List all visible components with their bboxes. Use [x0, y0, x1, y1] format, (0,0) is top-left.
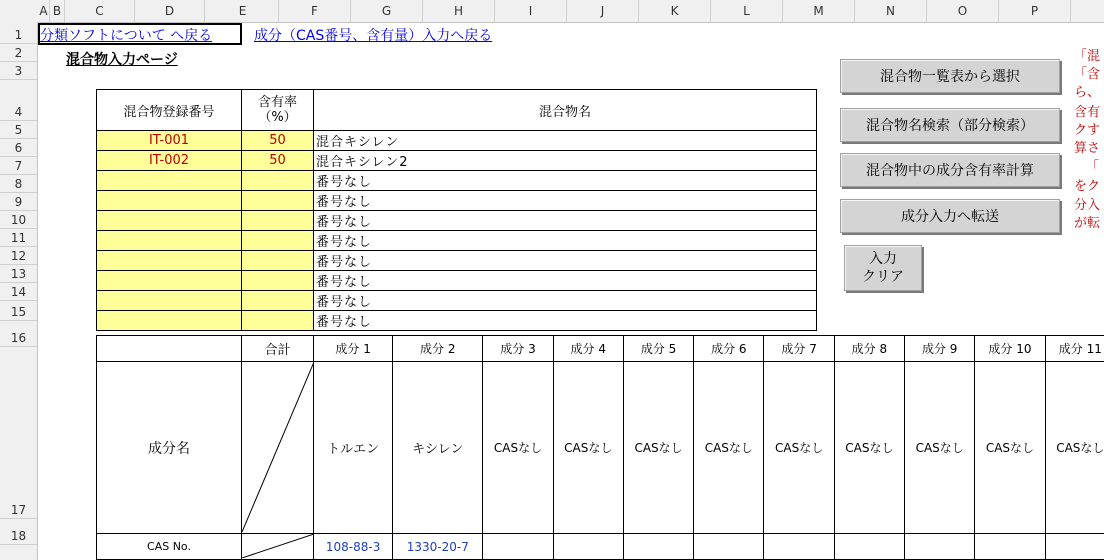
component-name-cell[interactable]: CASなし [483, 362, 553, 534]
component-name-cell[interactable]: CASなし [623, 362, 693, 534]
row-header-7[interactable]: 7 [0, 157, 37, 175]
column-header-f[interactable]: F [279, 0, 351, 22]
column-header-a[interactable]: A [38, 0, 50, 22]
row-header-9[interactable]: 9 [0, 193, 37, 211]
component-name-label: 成分名 [97, 362, 242, 534]
mixture-reg-no-cell[interactable] [97, 171, 242, 191]
instruction-note-line: ら、 [1074, 85, 1101, 100]
mixture-reg-no-cell[interactable]: IT-002 [97, 151, 242, 171]
component-name-cell[interactable]: CASなし [975, 362, 1045, 534]
content-rate-cell[interactable] [242, 171, 314, 191]
mixture-reg-no-cell[interactable] [97, 231, 242, 251]
component-header-blank [97, 336, 242, 362]
cas-no-cell[interactable] [905, 534, 975, 560]
select-from-list-button[interactable]: 混合物一覧表から選択 [840, 59, 1060, 93]
mixture-name-cell: 番号なし [314, 191, 817, 211]
mixture-name-cell: 番号なし [314, 251, 817, 271]
row-header-5[interactable]: 5 [0, 121, 37, 139]
calc-content-rate-button[interactable]: 混合物中の成分含有率計算 [840, 153, 1060, 187]
component-name-cell[interactable]: CASなし [905, 362, 975, 534]
mixture-reg-no-header: 混合物登録番号 [97, 90, 242, 131]
component-header: 成分 5 [623, 336, 693, 362]
content-rate-cell[interactable] [242, 251, 314, 271]
content-rate-cell[interactable] [242, 271, 314, 291]
cas-no-cell[interactable] [764, 534, 834, 560]
cas-no-cell[interactable] [553, 534, 623, 560]
instruction-note-line: 「含 [1074, 67, 1101, 82]
diagonal-line [242, 534, 314, 558]
mixture-name-cell: 番号なし [314, 171, 817, 191]
mixture-reg-no-cell[interactable] [97, 311, 242, 331]
worksheet-grid [38, 22, 1104, 560]
content-rate-cell[interactable]: 50 [242, 151, 314, 171]
column-header-b[interactable]: B [50, 0, 65, 22]
mixture-reg-no-cell[interactable] [97, 211, 242, 231]
mixture-name-cell: 番号なし [314, 271, 817, 291]
transfer-to-component-input-button[interactable]: 成分入力へ転送 [840, 199, 1060, 233]
component-table [96, 335, 1104, 560]
component-name-cell[interactable]: CASなし [764, 362, 834, 534]
column-header-c[interactable]: C [65, 0, 135, 22]
cas-no-cell[interactable] [623, 534, 693, 560]
component-header: 成分 11 [1045, 336, 1104, 362]
cas-no-cell[interactable] [834, 534, 904, 560]
column-header-g[interactable]: G [351, 0, 423, 22]
component-header: 成分 2 [393, 336, 483, 362]
page-title: 混合物入力ページ [66, 52, 178, 68]
cas-no-cell[interactable]: 1330-20-7 [393, 534, 483, 560]
component-name-cell[interactable]: CASなし [1045, 362, 1104, 534]
column-header-bar [0, 0, 1104, 23]
row-header-18[interactable]: 18 [0, 519, 37, 545]
back-to-component-input-link[interactable]: 成分（CAS番号、含有量）入力へ戻る [254, 28, 493, 44]
mixture-reg-no-cell[interactable] [97, 251, 242, 271]
mixture-name-cell: 混合キシレン2 [314, 151, 817, 171]
search-mixture-name-button[interactable]: 混合物名検索（部分検索） [840, 108, 1060, 142]
mixture-name-cell: 番号なし [314, 311, 817, 331]
mixture-name-header: 混合物名 [314, 90, 817, 131]
component-header: 成分 1 [314, 336, 393, 362]
cas-diagonal-cell [242, 534, 314, 560]
row-header-bar [0, 22, 38, 560]
column-header-k[interactable]: K [639, 0, 711, 22]
column-header-h[interactable]: H [423, 0, 495, 22]
row-header-4[interactable]: 4 [0, 80, 37, 121]
component-header: 成分 7 [764, 336, 834, 362]
column-header-o[interactable]: O [927, 0, 999, 22]
mixture-name-cell: 番号なし [314, 211, 817, 231]
cas-no-cell[interactable] [694, 534, 764, 560]
column-header-i[interactable]: I [495, 0, 567, 22]
instruction-note-line: 分入 [1074, 198, 1101, 213]
diagonal-line [242, 362, 314, 532]
content-rate-cell[interactable] [242, 231, 314, 251]
content-rate-cell[interactable] [242, 291, 314, 311]
row-header-6[interactable]: 6 [0, 139, 37, 157]
row-header-16[interactable]: 16 [0, 321, 37, 347]
row-header-8[interactable]: 8 [0, 175, 37, 193]
column-header-j[interactable]: J [567, 0, 639, 22]
component-name-cell[interactable]: CASなし [553, 362, 623, 534]
content-rate-header: 含有率 （%） [242, 90, 314, 131]
total-diagonal-cell [242, 362, 314, 534]
cas-no-cell[interactable] [1045, 534, 1104, 560]
instruction-note-line: が転 [1074, 216, 1101, 231]
component-name-cell[interactable]: キシレン [393, 362, 483, 534]
component-name-cell[interactable]: CASなし [834, 362, 904, 534]
content-rate-cell[interactable]: 50 [242, 131, 314, 151]
row-header-3[interactable]: 3 [0, 62, 37, 80]
component-header: 成分 6 [694, 336, 764, 362]
cas-no-cell[interactable]: 108-88-3 [314, 534, 393, 560]
component-header: 成分 4 [553, 336, 623, 362]
column-header-m[interactable]: M [783, 0, 855, 22]
row-header-11[interactable]: 11 [0, 229, 37, 247]
column-header-d[interactable]: D [135, 0, 205, 22]
content-rate-cell[interactable] [242, 211, 314, 231]
total-header: 合計 [242, 336, 314, 362]
row-header-14[interactable]: 14 [0, 283, 37, 301]
instruction-note-line: クす [1074, 123, 1101, 138]
content-rate-cell[interactable] [242, 191, 314, 211]
clear-input-button[interactable]: 入力 クリア [844, 245, 922, 291]
column-header-p[interactable]: P [999, 0, 1071, 22]
cas-no-cell[interactable] [483, 534, 553, 560]
instruction-note-line: 含有 [1074, 105, 1101, 120]
instruction-note-line: 「混 [1074, 49, 1101, 64]
column-header-n[interactable]: N [855, 0, 927, 22]
back-to-classification-link[interactable]: 分類ソフトについて へ戻る [40, 28, 213, 44]
instruction-note-line: 算さ [1074, 141, 1101, 156]
row-header-15[interactable]: 15 [0, 301, 37, 321]
mixture-name-cell: 混合キシレン [314, 131, 817, 151]
row-header-13[interactable]: 13 [0, 265, 37, 283]
row-header-2[interactable]: 2 [0, 44, 37, 62]
column-header-l[interactable]: L [711, 0, 783, 22]
component-name-cell[interactable]: CASなし [694, 362, 764, 534]
component-header: 成分 8 [834, 336, 904, 362]
mixture-name-cell: 番号なし [314, 231, 817, 251]
mixture-reg-no-cell[interactable] [97, 291, 242, 311]
mixture-table [96, 89, 817, 331]
cas-no-label: CAS No. [97, 534, 242, 560]
mixture-reg-no-cell[interactable]: IT-001 [97, 131, 242, 151]
content-rate-cell[interactable] [242, 311, 314, 331]
row-header-12[interactable]: 12 [0, 247, 37, 265]
mixture-reg-no-cell[interactable] [97, 271, 242, 291]
mixture-reg-no-cell[interactable] [97, 191, 242, 211]
instruction-note-line: 「 [1086, 160, 1100, 175]
column-header-e[interactable]: E [207, 0, 279, 22]
cas-no-cell[interactable] [975, 534, 1045, 560]
row-header-17[interactable]: 17 [0, 347, 37, 519]
component-header: 成分 9 [905, 336, 975, 362]
component-header: 成分 3 [483, 336, 553, 362]
instruction-note-line: をク [1074, 179, 1101, 194]
row-header-10[interactable]: 10 [0, 211, 37, 229]
component-header: 成分 10 [975, 336, 1045, 362]
row-header-1[interactable]: 1 [0, 22, 37, 44]
component-name-cell[interactable]: トルエン [314, 362, 393, 534]
mixture-name-cell: 番号なし [314, 291, 817, 311]
